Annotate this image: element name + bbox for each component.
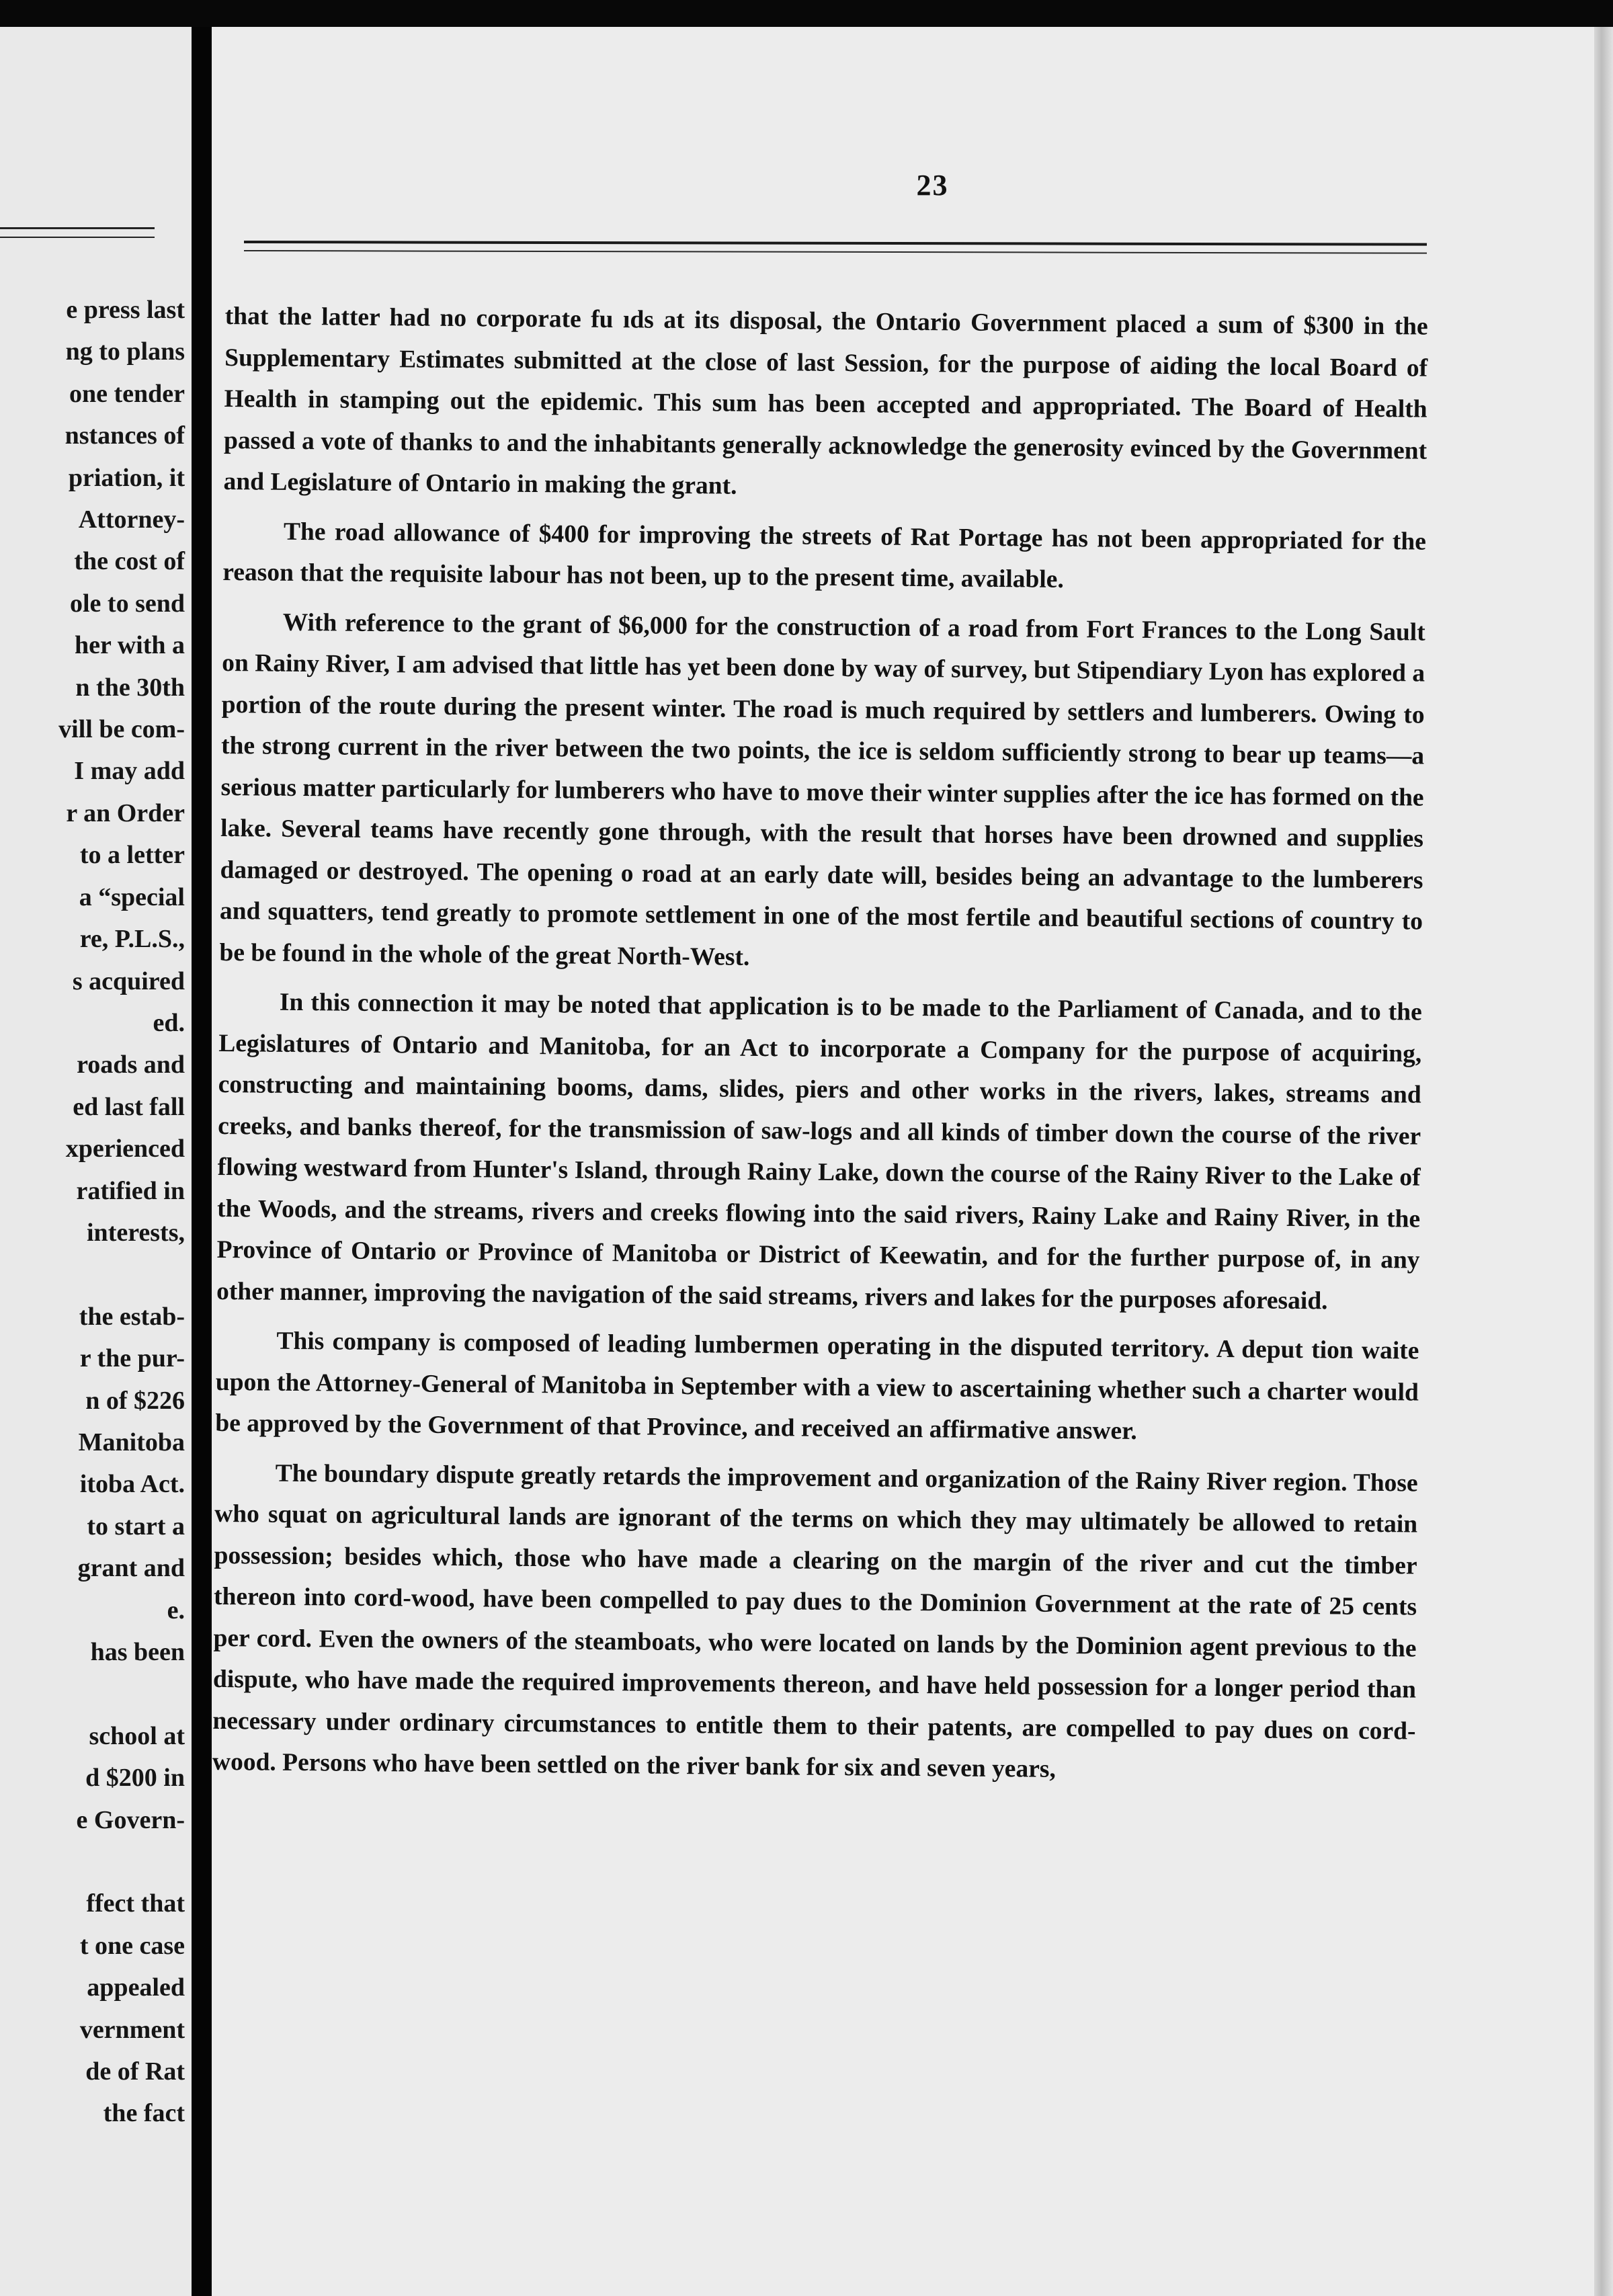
previous-page-line: d $200 in [85, 1764, 185, 1793]
previous-page-line: ratified in [76, 1176, 185, 1205]
previous-page-line: de of Rat [85, 2057, 185, 2086]
previous-page-line: school at [89, 1721, 185, 1750]
book-gutter [192, 27, 212, 2296]
previous-page-line: ole to send [70, 589, 185, 618]
previous-page-line: interests, [87, 1218, 185, 1247]
previous-page-line: I may add [74, 757, 185, 786]
header-rule-thin [244, 250, 1427, 254]
paragraph: This company is composed of leading lumbermen operating in the disputed territory. A deput tion waite upon the Attorney-General of Manitoba in September with a view to ascertaining whether such a charter would be approved by the Government of that Province, and received an affirmative answer. [215, 1327, 1419, 1445]
previous-page-line: vernment [79, 2015, 185, 2044]
previous-page-line: itoba Act. [79, 1470, 185, 1499]
previous-page-line: to start a [87, 1512, 185, 1541]
previous-page-line: e. [167, 1596, 185, 1625]
previous-page-line: Attorney- [78, 505, 185, 534]
previous-page-line: roads and [77, 1051, 185, 1079]
previous-page-line [10, 1841, 185, 1883]
paragraph: The road allowance of $400 for improving the streets of Rat Portage has not been appropriated for the reason that the requisite labour has not been, up to the present time, available. [222, 518, 1427, 593]
previous-page-line: e Govern- [76, 1805, 185, 1834]
paragraph: With reference to the grant of $6,000 for the construction of a road from Fort Frances to the Long Sault on Rainy River, I am advised that little has yet been done by way of survey, but Stipendiary Lyon has explored a portion of the route during the present winter. The road is much required by settlers and lumberers. Owing to the strong current in the river between the two points, the ice is seldom sufficiently strong to bear up teams—a serious matter particularly for lumberers who have to move their winter supplies after the ice has formed on the lake. Several teams have recently gone through, with the result that horses have been drowned and supplies damaged or destroyed. The opening o road at an early date will, besides being an advantage to the lumberers and squatters, tend greatly to promote settlement in one of the most fertile and beautiful sections of country to be be found in the whole of the great North-West. [219, 608, 1425, 971]
previous-page-line: n of $226 [85, 1386, 185, 1415]
body-text [212, 296, 1428, 1801]
previous-page-line: e press last [66, 296, 185, 324]
previous-page-line: nstances of [65, 421, 185, 450]
document-page [212, 27, 1613, 2296]
previous-page-line: Manitoba [78, 1428, 185, 1457]
previous-page-line: priation, it [68, 463, 185, 492]
previous-page-line: xperienced [65, 1135, 185, 1163]
previous-page-line: ed last fall [73, 1092, 185, 1121]
previous-page-strip [0, 27, 192, 2296]
previous-page-line: n the 30th [75, 673, 185, 702]
previous-page-line: re, P.L.S., [79, 925, 185, 954]
previous-page-line: vill be com- [58, 715, 185, 744]
previous-page-line [10, 1673, 185, 1715]
page-number: 23 [916, 169, 949, 202]
previous-page-text [10, 289, 185, 2135]
previous-page-line: s acquired [72, 967, 185, 995]
previous-page-rule-thin [0, 237, 155, 238]
previous-page-line: the cost of [74, 547, 185, 576]
previous-page-line: ed. [153, 1008, 185, 1037]
previous-page-line: t one case [79, 1931, 185, 1960]
previous-page-line: r an Order [66, 798, 185, 827]
previous-page-line: her with a [75, 631, 185, 660]
paragraph: The boundary dispute greatly retards the improvement and organization of the Rainy River region. Those who squat on agricultural lands are ignorant of the terms on which they may ultimately be allowed to retain possession; besides which, those who have made a clearing on the margin of the river and cut the timber thereon into cord-wood, have been compelled to pay dues to the Dominion Government at the rate of 25 cents per cord. Even the owners of the steamboats, who were located on lands by the Dominion agent previous to the dispute, who have made the required improvements thereon, and have held possession for a longer period than necessary under ordinary circumstances to entitle them to their patents, are compelled to pay dues on cord-wood. Persons who have been settled on the river bank for six and seven years, [212, 1459, 1418, 1783]
paragraph: that the latter had no corporate fu ıds at its disposal, the Ontario Government placed a sum of $300 in the Supplementary Estimates submitted at the close of last Session, for the purpose of aiding the local Board of Health in stamping out the epidemic. This sum has been accepted and appropriated. The Board of Health passed a vote of thanks to and the inhabitants generally acknowledge the generosity evinced by the Government and Legislature of Ontario in making the grant. [223, 302, 1428, 500]
previous-page-line: ffect that [86, 1889, 185, 1918]
previous-page-line: one tender [69, 379, 185, 408]
previous-page-line: has been [90, 1638, 185, 1666]
header-rule [244, 241, 1427, 246]
previous-page-line: the fact [103, 2099, 185, 2128]
paragraph: In this connection it may be noted that application is to be made to the Parliament of Canada, and to the Legislatures of Ontario and Manitoba, for an Act to incorporate a Company for the purpose of acquiring, constructing and maintaining booms, dams, slides, piers and other works in the rivers, lakes, streams and creeks, and banks thereof, for the transmission of saw-logs and all kinds of timber down the course of the river flowing westward from Hunter's Island, through Rainy Lake, down the course of the Rainy River to the Lake of the Woods, and the streams, rivers and creeks flowing into the said rivers, Rainy Lake and Rainy River, in the Province of Ontario or Province of Manitoba or District of Keewatin, and for the further purpose of, in any other manner, improving the navigation of the said streams, rivers and lakes for the purposes aforesaid. [216, 988, 1422, 1315]
previous-page-line: ng to plans [65, 337, 185, 366]
previous-page-rule [0, 227, 155, 229]
previous-page-line: a “special [79, 883, 185, 911]
page-edge [1594, 27, 1613, 2296]
previous-page-line: appealed [87, 1973, 185, 2002]
previous-page-line: grant and [77, 1554, 185, 1583]
previous-page-line [10, 1254, 185, 1295]
previous-page-line: the estab- [79, 1302, 185, 1331]
previous-page-line: to a letter [79, 841, 185, 870]
previous-page-line: r the pur- [79, 1344, 185, 1373]
